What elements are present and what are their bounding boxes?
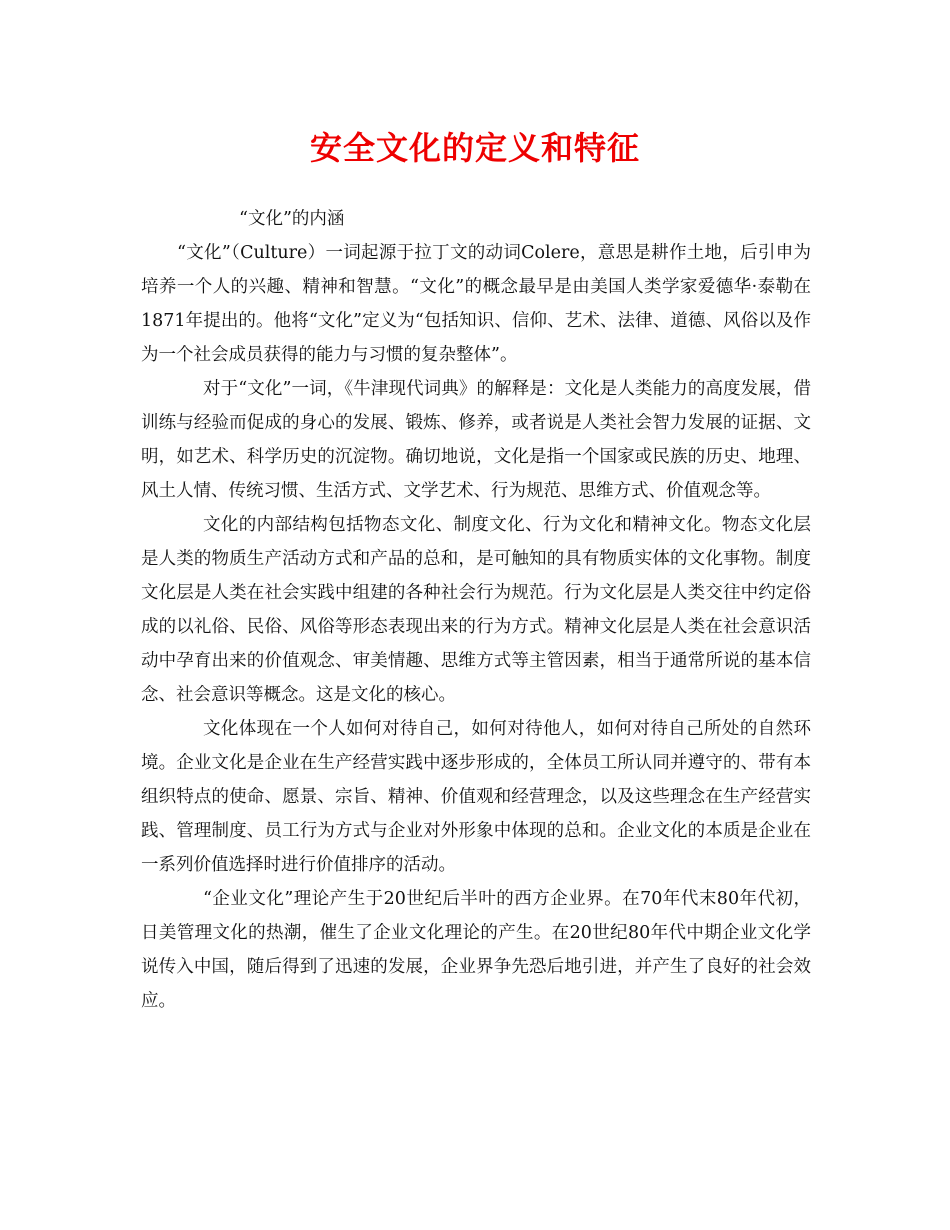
paragraph-enterprise-culture: 文化体现在一个人如何对待自己，如何对待他人，如何对待自己所处的自然环境。企业文化是企业在生产经营实践中逐步形成的，全体员工所认同并遵守的、带有本组织特点的使命、愿景、宗旨、精神、价值观和经营理念，以及这些理念在生产经营实践、管理制度、员工行为方式与企业对外形象中体现的总和。企业文化的本质是企业在一系列价值选择时进行价值排序的活动。 [141,719,811,875]
paragraph-enterprise-culture-theory: “企业文化”理论产生于20世纪后半叶的西方企业界。在70年代末80年代初，日美管理文化的热潮，催生了企业文化理论的产生。在20世纪80年代中期企业文化学说传入中国，随后得到了迅速的发展，企业界争先恐后地引进，并产生了良好的社会效应。 [141,889,811,1011]
section-subheading: “文化”的内涵 [239,209,345,229]
paragraph-culture-origin: “文化”（Culture）一词起源于拉丁文的动词Colere，意思是耕作土地，后引申为培养一个人的兴趣、精神和智慧。“文化”的概念最早是由美国人类学家爱德华·泰勒在1871年提出的。他将“文化”定义为“包括知识、信仰、艺术、法律、道德、风俗以及作为一个社会成员获得的能力与习惯的复杂整体”。 [141,243,811,365]
document-body [141,202,811,1018]
paragraph-oxford-definition: 对于“文化”一词，《牛津现代词典》的解释是：文化是人类能力的高度发展，借训练与经验而促成的身心的发展、锻炼、修养，或者说是人类社会智力发展的证据、文明，如艺术、科学历史的沉淀物。确切地说，文化是指一个国家或民族的历史、地理、风土人情、传统习惯、生活方式、文学艺术、行为规范、思维方式、价值观念等。 [141,379,811,501]
paragraph-culture-structure: 文化的内部结构包括物态文化、制度文化、行为文化和精神文化。物态文化层是人类的物质生产活动方式和产品的总和，是可触知的具有物质实体的文化事物。制度文化层是人类在社会实践中组建的各种社会行为规范。行为文化层是人类交往中约定俗成的以礼俗、民俗、风俗等形态表现出来的行为方式。精神文化层是人类在社会意识活动中孕育出来的价值观念、审美情趣、思维方式等主管因素，相当于通常所说的基本信念、社会意识等概念。这是文化的核心。 [141,515,811,705]
document-title: 安全文化的定义和特征 [309,129,640,167]
